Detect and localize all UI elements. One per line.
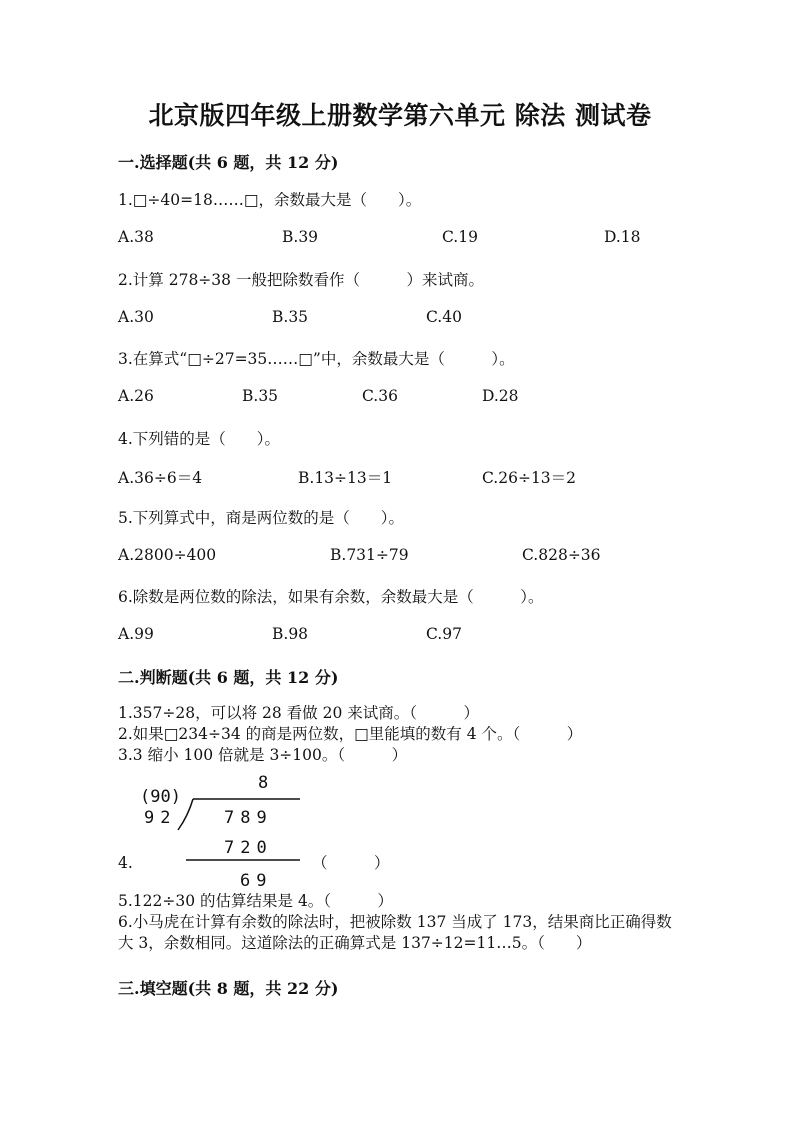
question-1: 1.□÷40=18……□，余数最大是（ ）。 [118,191,422,209]
section-heading-choice: 一.选择题(共 6 题，共 12 分) [118,153,339,172]
option-b: B.98 [272,625,309,643]
remainder: 69 [240,871,273,890]
option-c: C.828÷36 [522,546,601,564]
question-6-options [118,625,718,647]
question-2-options [118,308,718,330]
question-4: 4.下列错的是（ ）。 [118,430,281,448]
quotient: 8 [258,773,269,793]
option-a: A.26 [118,387,154,405]
question-5: 5.下列算式中，商是两位数的是（ ）。 [118,509,405,527]
judge-item-6: 6.小马虎在计算有余数的除法时，把被除数 137 当成了 173，结果商比正确得数大 3，余数相同。这道除法的正确算式是 137÷12=11…5。（ ） [118,913,672,952]
judge-item-3: 3.3 缩小 100 倍就是 3÷100。（ ） [118,746,408,764]
judge-item-4-blank: （ ） [312,854,390,872]
page-title: 北京版四年级上册数学第六单元 除法 测试卷 [148,101,652,130]
option-c: C.36 [362,387,398,405]
option-a: A.30 [118,308,154,326]
option-d: D.28 [482,387,519,405]
judge-item-5: 5.122÷30 的估算结果是 4。（ ） [118,892,394,910]
question-2: 2.计算 278÷38 一般把除数看作（ ）来试商。 [118,271,484,289]
question-3: 3.在算式“□÷27=35……□”中，余数最大是（ ）。 [118,350,515,368]
trial-divisor: (90) [140,787,181,807]
option-b: B.731÷79 [330,546,409,564]
section-heading-judge: 二.判断题(共 6 题，共 12 分) [118,668,339,687]
question-4-options [118,466,718,488]
option-b: B.39 [282,228,319,246]
option-d: D.18 [604,228,641,246]
divisor: 92 [144,808,177,828]
option-a: A.99 [118,625,154,643]
judge-item-1: 1.357÷28，可以将 28 看做 20 来试商。（ ） [118,704,479,722]
option-c: C.26÷13＝2 [482,469,577,487]
product: 720 [224,838,273,858]
option-b: B.35 [242,387,279,405]
question-5-options [118,546,718,568]
option-a: A.36÷6＝4 [118,469,203,487]
question-3-options [118,387,718,409]
option-c: C.40 [426,308,462,326]
option-c: C.19 [442,228,478,246]
judge-item-2: 2.如果□234÷34 的商是两位数，□里能填的数有 4 个。（ ） [118,725,583,743]
question-1-options [118,228,718,250]
option-a: A.38 [118,228,154,246]
dividend: 789 [224,808,273,828]
judge-item-4-number: 4. [118,854,133,872]
option-a: A.2800÷400 [118,546,217,564]
option-c: C.97 [426,625,462,643]
question-6: 6.除数是两位数的除法，如果有余数，余数最大是（ ）。 [118,588,544,606]
option-b: B.13÷13＝1 [298,469,393,487]
section-heading-fill: 三.填空题(共 8 题，共 22 分) [118,979,339,998]
option-b: B.35 [272,308,309,326]
